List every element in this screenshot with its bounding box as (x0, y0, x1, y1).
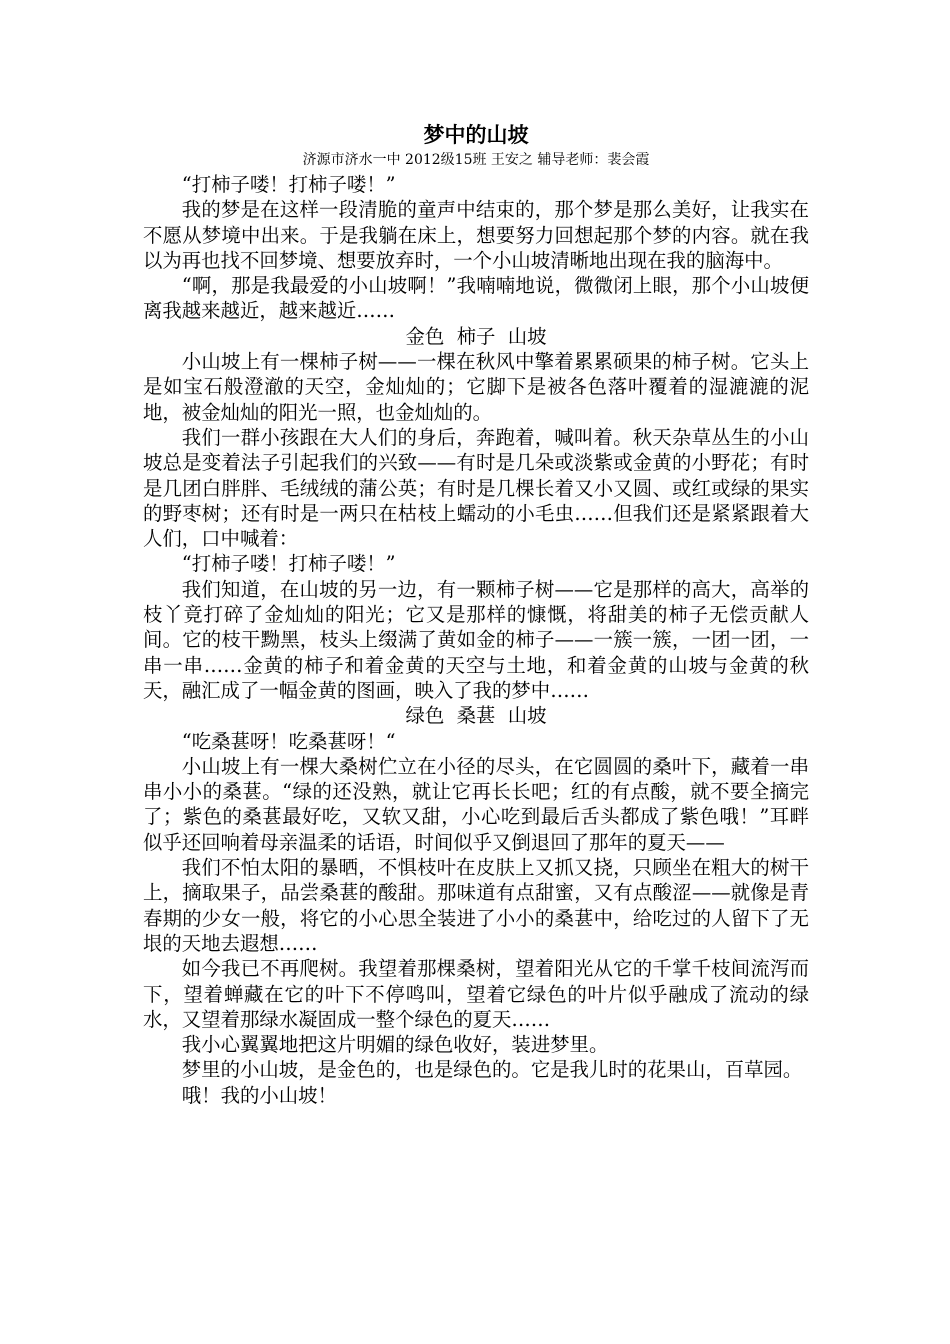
paragraph: 小山坡上有一棵柿子树——一棵在秋风中擎着累累硕果的柿子树。它头上是如宝石般澄澈的天空，金灿灿的；它脚下是被各色落叶覆着的湿漉漉的泥地，被金灿灿的阳光一照，也金灿灿的。 (143, 350, 809, 424)
paragraph: 哦！我的小山坡！ (181, 1083, 337, 1107)
section-heading-green: 绿色 桑葚 山坡 (405, 704, 547, 728)
section-heading-golden: 金色 柿子 山坡 (405, 324, 547, 348)
paragraph: “打柿子喽！打柿子喽！” (181, 173, 396, 196)
paragraph: 我们知道，在山坡的另一边，有一颗柿子树——它是那样的高大，高举的枝丫竟打碎了金灿灿的阳光；它又是那样的慷慨，将甜美的柿子无偿贡献人间。它的枝干黝黑，枝头上缀满了黄如金的柿子——一簇一簇，一团一团，一串一串……金黄的柿子和着金黄的天空与土地，和着金黄的山坡与金黄的秋天，融汇成了一幅金黄的图画，映入了我的梦中…… (143, 577, 809, 702)
paragraph: 梦里的小山坡，是金色的，也是绿色的。它是我儿时的花果山，百草园。 (181, 1058, 803, 1082)
document-body (143, 120, 809, 1108)
paragraph: 小山坡上有一棵大桑树伫立在小径的尽头，在它圆圆的桑叶下，藏着一串串小小的桑葚。“绿的还没熟，就让它再长长吧；红的有点酸，就不要全摘完了；紫色的桑葚最好吃，又软又甜，小心吃到最后舌头都成了紫色哦！”耳畔似乎还回响着母亲温柔的话语，时间似乎又倒退回了那年的夏天—— (143, 754, 809, 854)
paragraph: “打柿子喽！打柿子喽！” (181, 552, 396, 576)
paragraph: “吃桑葚呀！吃桑葚呀！“ (181, 729, 396, 753)
paragraph: 我们一群小孩跟在大人们的身后，奔跑着，喊叫着。秋天杂草丛生的小山坡总是变着法子引起我们的兴致——有时是几朵或淡紫或金黄的小野花；有时是几团白胖胖、毛绒绒的蒲公英；有时是几棵长着又小又圆、或红或绿的果实的野枣树；还有时是一两只在枯枝上蠕动的小毛虫……但我们还是紧紧跟着大人们，口中喊着： (143, 425, 809, 551)
paragraph: 我们不怕太阳的暴晒，不惧枝叶在皮肤上又抓又挠，只顾坐在粗大的树干上，摘取果子，品尝桑葚的酸甜。那味道有点甜蜜，又有点酸涩——就像是青春期的少女一般，将它的小心思全装进了小小的桑葚中，给吃过的人留下了无垠的天地去遐想…… (143, 856, 809, 955)
author-byline: 济源市济水一中 2012级15班 王安之 辅导老师：裴会霞 (302, 152, 650, 168)
paragraph: 如今我已不再爬树。我望着那棵桑树，望着阳光从它的千掌千枝间流泻而下，望着蝉藏在它的叶下不停鸣叫，望着它绿色的叶片似乎融成了流动的绿水，又望着那绿水凝固成一整个绿色的夏天…… (143, 957, 809, 1031)
paragraph: 我小心翼翼地把这片明媚的绿色收好，装进梦里。 (181, 1033, 609, 1057)
paragraph: 我的梦是在这样一段清脆的童声中结束的，那个梦是那么美好，让我实在不愿从梦境中出来。于是我躺在床上，想要努力回想起那个梦的内容。就在我以为再也找不回梦境、想要放弃时，一个小山坡清晰地出现在我的脑海中。 (143, 198, 809, 272)
paragraph: “啊，那是我最爱的小山坡啊！”我喃喃地说，微微闭上眼，那个小山坡便离我越来越近，越来越近…… (143, 274, 809, 323)
document-title: 梦中的山坡 (423, 123, 529, 147)
